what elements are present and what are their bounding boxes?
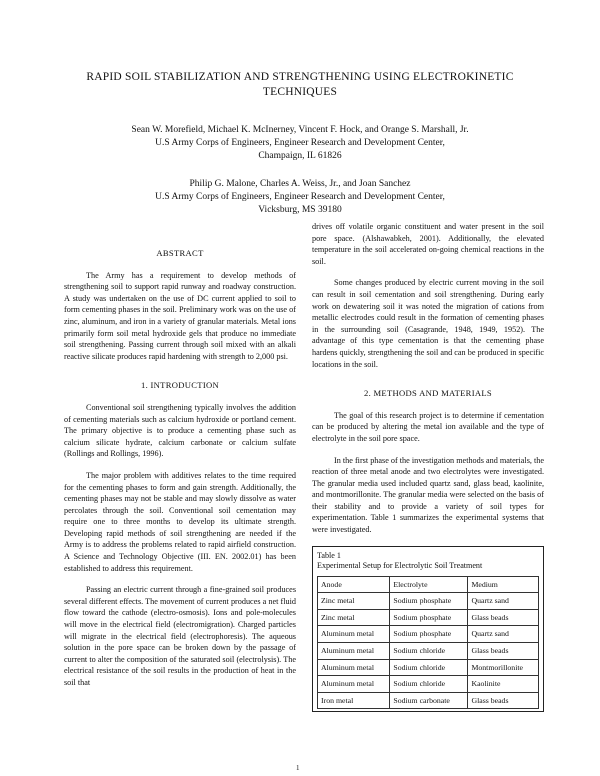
- table-cell: Aluminum metal: [318, 659, 390, 676]
- table-row: [318, 643, 539, 660]
- table-label: Table 1: [317, 550, 341, 560]
- intro-paragraph: Conventional soil strengthening typically involves the addition of cementing materials such as calcium hydroxide or portland cement. The primary objective is to produce a cementing phase such as calcium silicate hydrate, calcium carbonate or calcium sulfate (Rollings and Rollings, 1996).: [64, 402, 296, 459]
- table-cell: Glass beads: [468, 643, 539, 660]
- methods-paragraph: The goal of this research project is to determine if cementation can be produced by altering the metal ion available and the type of electrolyte in the soil pore space.: [312, 410, 544, 443]
- introduction-heading: 1. INTRODUCTION: [140, 380, 220, 391]
- author-location: Champaign, IL 61826: [258, 151, 342, 161]
- author-block-1: [40, 124, 560, 163]
- table-cell: Sodium phosphate: [390, 609, 468, 626]
- table-cell: Quartz sand: [468, 593, 539, 610]
- table-cell: Iron metal: [318, 692, 390, 709]
- abstract-heading: ABSTRACT: [156, 248, 204, 258]
- table-header-row: [318, 576, 539, 593]
- author-names: Philip G. Malone, Charles A. Weiss, Jr., and Joan Sanchez: [189, 179, 411, 189]
- table-row: [318, 609, 539, 626]
- column-header: Anode: [318, 576, 390, 593]
- table-cell: Kaolinite: [468, 676, 539, 693]
- left-column: [64, 248, 296, 699]
- table-cell: Zinc metal: [318, 609, 390, 626]
- intro-paragraph: The major problem with additives relates to the time required for the cementing phases to form and gain strength. Additionally, the cementing phases may not be stable and may slowly dissolve as water percolates through the soil. Conventional soil cementation may require one to three months to develop its ultimate strength. Developing rapid methods of soil strengthening are needed if the Army is to address the problems related to rapid airfield construction. A Science and Technology Objective (III. EN. 2002.01) has been established to address this requirement.: [64, 470, 296, 573]
- author-block-2: [40, 178, 560, 217]
- table-row: [318, 692, 539, 709]
- table-cell: Aluminum metal: [318, 643, 390, 660]
- experimental-setup-table: [317, 576, 539, 710]
- table-cell: Sodium chloride: [390, 643, 468, 660]
- table-cell: Quartz sand: [468, 626, 539, 643]
- table-cell: Zinc metal: [318, 593, 390, 610]
- table-cell: Aluminum metal: [318, 626, 390, 643]
- column-header: Medium: [468, 576, 539, 593]
- table-row: [318, 676, 539, 693]
- author-affiliation: U.S Army Corps of Engineers, Engineer Research and Development Center,: [155, 138, 445, 148]
- page-number: 1: [296, 764, 300, 772]
- author-affiliation: U.S Army Corps of Engineers, Engineer Research and Development Center,: [155, 192, 445, 202]
- table-1: [312, 546, 544, 713]
- table-cell: Sodium phosphate: [390, 626, 468, 643]
- table-row: [318, 659, 539, 676]
- title-line-2: TECHNIQUES: [262, 86, 338, 98]
- author-location: Vicksburg, MS 39180: [258, 205, 342, 215]
- table-cell: Glass beads: [468, 609, 539, 626]
- continued-paragraph: drives off volatile organic constituent and water present in the soil pore space. (Alshawabkeh, 2001). Additionally, the elevated temperature in the soil accelerated on-going chemical reactions in the soil.: [312, 222, 544, 266]
- table-caption: Experimental Setup for Electrolytic Soil Treatment: [317, 561, 483, 571]
- right-column: [312, 221, 544, 712]
- table-cell: Glass beads: [468, 692, 539, 709]
- table-cell: Montmorillonite: [468, 659, 539, 676]
- table-cell: Sodium carbonate: [390, 692, 468, 709]
- author-names: Sean W. Morefield, Michael K. McInerney, Vincent F. Hock, and Orange S. Marshall, Jr.: [131, 125, 469, 135]
- table-cell: Sodium phosphate: [390, 593, 468, 610]
- table-row: [318, 593, 539, 610]
- methods-heading: 2. METHODS AND MATERIALS: [364, 388, 492, 399]
- abstract-text: The Army has a requirement to develop methods of strengthening soil to support rapid runway and roadway construction. A study was undertaken on the use of DC current applied to soil to form cementing phases in the soil. Preliminary work was on the use of zinc, aluminum, and iron in a variety of granular materials. Metal ions primarily form soil metal hydroxide gels that produce no immediate soil strengthening. Passing current through soil mixed with an alkali reactive silicate produces rapid hardening with strength to 2,000 psi.: [64, 270, 296, 361]
- body-paragraph: Some changes produced by electric current moving in the soil can result in soil cementation and soil strengthening. During early work on dewatering soil it was noted the migration of cations from metallic electrodes could result in the formation of cementing phases in the surrounding soil (Casagrande, 1948, 1949, 1952). The advantage of this type cementation is that the cementing phase hardens quickly, strengthening the soil and can be produced in specific locations in the soil.: [312, 278, 544, 369]
- paper-title: [40, 70, 560, 100]
- column-header: Electrolyte: [390, 576, 468, 593]
- table-cell: Sodium chloride: [390, 659, 468, 676]
- table-row: [318, 626, 539, 643]
- methods-paragraph: In the first phase of the investigation methods and materials, the reaction of three metal anode and two electrolytes were investigated. The granular media used included quartz sand, glass bead, kaolinite, and montmorillonite. The granular media were selected on the basis of their stability and to provide a variety of soil types for experimentation. Table 1 summarizes the experimental systems that were investigated.: [312, 455, 544, 535]
- intro-paragraph: Passing an electric current through a fine-grained soil produces several different effects. The movement of current produces a net fluid flow toward the cathode (electro-osmosis). Ions and pole-molecules will move in the electrical field (electromigration). Charged particles will migrate in the electrical field (electrophoresis). The aqueous solution in the pore space can be broken down by the passage of current to alter the composition of the saturated soil (electrolysis). The electrical resistance of the soil results in the production of heat in the soil that: [64, 585, 296, 687]
- table-cell: Aluminum metal: [318, 676, 390, 693]
- title-line-1: RAPID SOIL STABILIZATION AND STRENGTHENING USING ELECTROKINETIC: [86, 71, 514, 83]
- table-cell: Sodium chloride: [390, 676, 468, 693]
